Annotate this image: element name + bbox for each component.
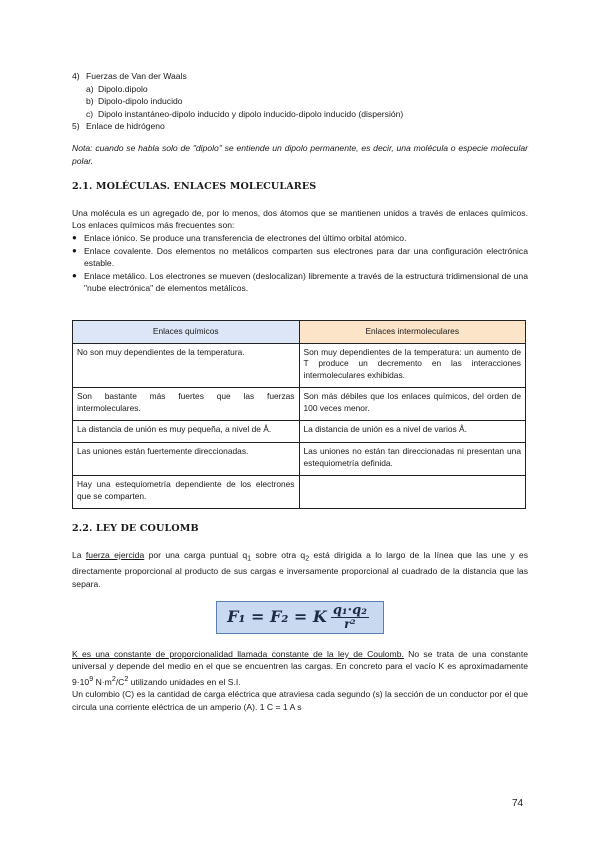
table-cell: No son muy dependientes de la temperatura. — [73, 343, 300, 388]
section-title-coulomb: 2.2. LEY DE COULOMB — [72, 523, 199, 535]
list-item: b) Dipolo-dipolo inducido — [86, 96, 183, 107]
table-row — [73, 388, 526, 421]
list-item: 5) Enlace de hidrógeno — [72, 121, 165, 132]
formula-container — [72, 601, 528, 634]
list-item: ● Enlace iónico. Se produce una transferencia de electrones del último orbital atómico. — [72, 232, 407, 243]
fuerza-link[interactable]: fuerza ejercida — [85, 550, 145, 561]
list-item: ● Enlace metálico. Los electrones se mueven (deslocalizan) libremente a través de la estructura tridimensional de una "nube electrónica" de elementos metálicos. — [72, 270, 528, 294]
table-cell: Hay una estequiometría dependiente de los electrones que se comparten. — [73, 476, 300, 509]
table-cell — [299, 476, 526, 509]
table-cell: Son bastante más fuertes que las fuerzas intermoleculares. — [73, 388, 300, 421]
coulomb-definition: Un culombio (C) es la cantidad de carga eléctrica que atraviesa cada segundo (s) la sección de un conductor por el que circula una corriente eléctrica de un amperio (A). 1 C = 1 A s — [72, 689, 528, 712]
sublist — [72, 83, 528, 121]
list-item: ● Enlace covalente. Dos elementos no metálicos comparten sus electrones para dar una configuración electrónica estable. — [72, 245, 528, 269]
column-header: Enlaces intermoleculares — [299, 320, 526, 343]
page-number: 74 — [512, 798, 524, 809]
table-cell: La distancia de unión es muy pequeña, a nivel de Å. — [73, 421, 300, 443]
table-cell: La distancia de unión es a nivel de varios Å. — [299, 421, 526, 443]
list-item: 4) Fuerzas de Van der Waals — [72, 71, 187, 81]
table-row — [73, 443, 526, 476]
fraction: $\frac{\text{q₁·q₂}}{\text{r²}}$ — [332, 602, 367, 632]
table-cell: Son más débiles que los enlaces químicos, del orden de 100 veces menor. — [299, 388, 526, 421]
column-header: Enlaces químicos — [73, 320, 300, 343]
table-cell: Las uniones están fuertemente direccionadas. — [73, 443, 300, 476]
coulomb-paragraph: La fuerza ejercida por una carga puntual $q_1$ sobre otra $q_2$ está dirigida a lo largo de la línea que las une y es directamente proporcional al producto de sus cargas e inversamente proporcional al cuadrado de la distancia que las separa. — [72, 550, 528, 589]
bond-types-list — [72, 232, 528, 295]
table-cell: Son muy dependientes de la temperatura: un aumento de T produce un decremento en las interacciones intermoleculares exhibidas. — [299, 343, 526, 388]
coulomb-formula: F₁ = F₂ = K $\frac{\text{q₁·q₂}}{\text{r²}}$ — [216, 601, 384, 634]
list-item: c) Dipolo instantáneo-dipolo inducido y dipolo inducido-dipolo inducido (dispersión) — [86, 108, 404, 119]
table-header-row — [73, 320, 526, 343]
table-row — [73, 476, 526, 509]
bullet-icon: ● — [72, 232, 77, 242]
forces-list — [72, 70, 528, 133]
table-cell: Las uniones no están tan direccionadas ni presentan una estequiometría definida. — [299, 443, 526, 476]
list-item: a) Dipolo.dipolo — [86, 83, 148, 94]
page-content — [72, 70, 528, 714]
bullet-icon: ● — [72, 270, 77, 280]
note: Nota: cuando se habla solo de "dipolo" se entiende un dipolo permanente, es decir, una molécula o especie molecular polar. — [72, 142, 528, 166]
intro-paragraph: Una molécula es un agregado de, por lo menos, dos átomos que se mantienen unidos a través de enlaces químicos. Los enlaces químicos más frecuentes son: — [72, 207, 528, 231]
constant-paragraph: K es una constante de proporcionalidad llamada constante de la ley de Coulomb. No se trata de una constante universal y depende del medio en el que se encuentren las cargas. En concreto para el vacío K es aproximadamente $9\cdot 10^9$ $N\cdot m^2/C^2$ utilizando unidades en el S.I. — [72, 648, 528, 687]
comparison-table — [72, 320, 526, 510]
bullet-icon: ● — [72, 245, 77, 255]
table-row — [73, 343, 526, 388]
section-title-molecules: 2.1. MOLÉCULAS. ENLACES MOLECULARES — [72, 181, 317, 193]
table-row — [73, 421, 526, 443]
